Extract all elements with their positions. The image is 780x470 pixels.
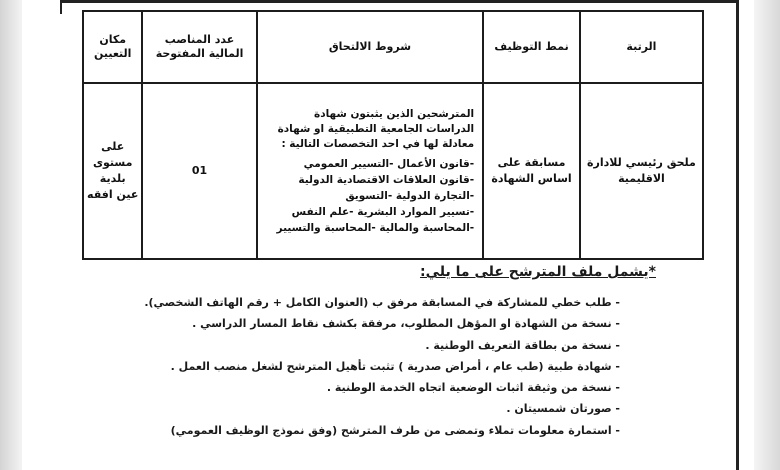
attachment-item: - نسخة من بطاقة التعريف الوطنية . [425,338,620,352]
attachment-item: - طلب خطي للمشاركة في المسابقة مرفق ب (العنوان الكامل + رقم الهاتف الشخصي). [144,296,620,309]
header-recruitment-mode: نمط التوظيف [483,11,580,83]
page-shadow-left [0,0,22,470]
specialty-item: -قانون العلاقات الاقتصادية الدولية [298,173,475,186]
header-open-positions: عدد المناصب المالية المفتوحة [142,11,256,83]
header-conditions: شروط الالتحاق [257,11,483,83]
cell-recruitment-mode: مسابقة على اساس الشهادة [483,83,580,259]
attachment-item: - استمارة معلومات تملاء وتمضى من طرف المترشح (وفق نموذج الوظيف العمومي) [170,423,620,437]
cell-rank: ملحق رئيسي للادارة الاقليمية [580,83,703,259]
specialty-item: -تسيير الموارد البشرية -علم النفس [291,205,475,218]
attachment-item: - نسخة من الشهادة او المؤهل المطلوب، مرفقة بكشف نقاط المسار الدراسي . [192,317,620,331]
attachments-list [140,292,620,441]
specialty-item: -التجارة الدولية -التسويق [345,189,475,202]
positions-table [82,10,704,260]
cell-open-positions: 01 [142,83,256,259]
cell-conditions [257,83,483,259]
frame-line-left [60,0,62,14]
attachment-item: - صورتان شمسيتان . [506,402,620,416]
frame-line-right [736,0,739,470]
table-header-row [83,11,703,83]
attachment-item: - شهادة طبية (طب عام ، أمراض صدرية ) تثبت تأهيل المترشح لشغل منصب العمل . [170,359,620,373]
page-shadow-right [754,0,780,470]
specialty-item: -قانون الأعمال -التسيير العمومي [303,157,475,170]
table-row [83,83,703,259]
attachments-heading: *يشمل ملف المترشح على ما يلي: [420,264,656,280]
attachment-item: - نسخة من وثيقة اثبات الوضعية اتجاه الخدمة الوطنية . [326,381,620,395]
cell-place: على مستوى بلدية عين افقه [83,83,142,259]
header-place: مكان التعيين [83,11,142,83]
specialty-item: -المحاسبة والمالية -المحاسبة والتسيير [276,221,475,234]
frame-line-top [60,0,736,3]
header-rank: الرتبة [580,11,703,83]
conditions-intro: المترشحين الذين يثبتون شهادة الدراسات الجامعية التطبيقية او شهادة معادلة لها في احد التخصصات التالية : [277,107,475,150]
specialties-list [266,156,474,236]
